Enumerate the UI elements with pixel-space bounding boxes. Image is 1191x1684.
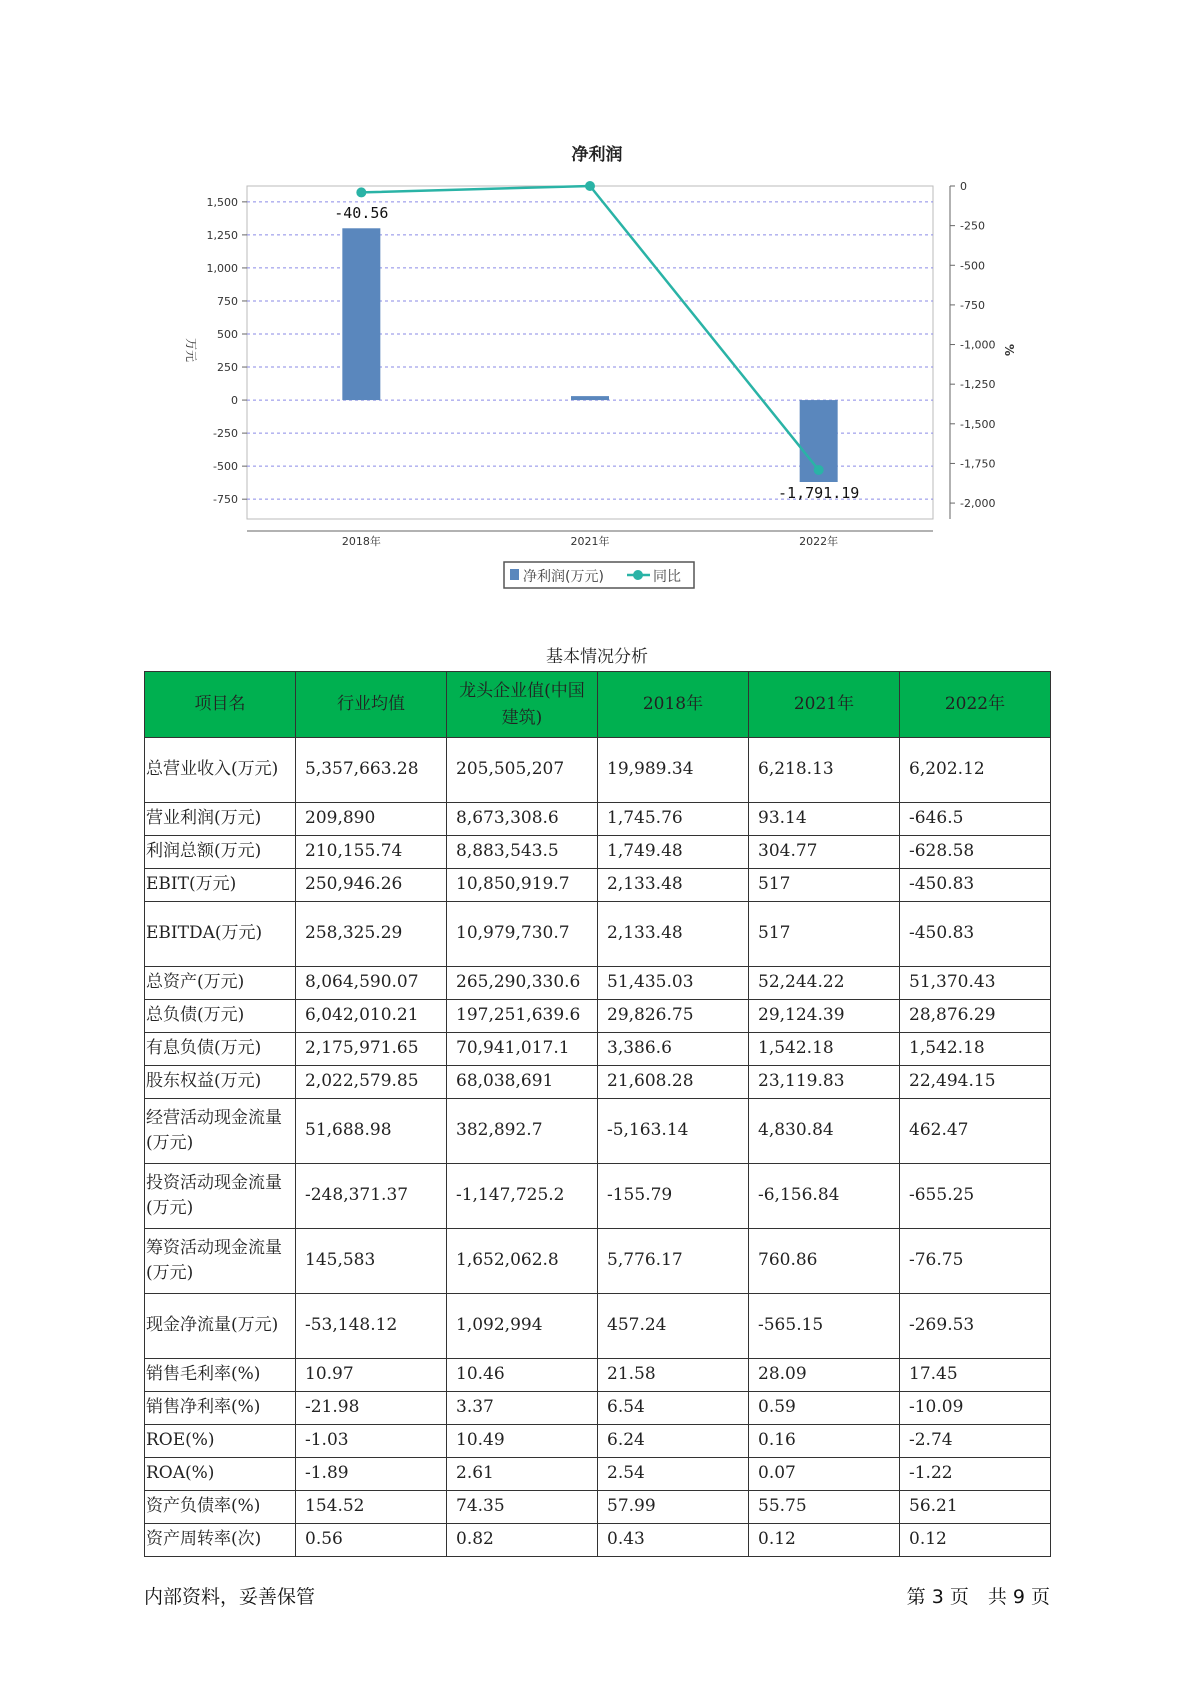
value-cell: 68,038,691 [447, 1066, 598, 1099]
value-cell: 382,892.7 [447, 1099, 598, 1164]
value-cell: 10.49 [447, 1425, 598, 1458]
value-cell: 0.12 [900, 1524, 1051, 1557]
value-cell: 51,435.03 [598, 967, 749, 1000]
value-cell: -5,163.14 [598, 1099, 749, 1164]
value-cell: 0.82 [447, 1524, 598, 1557]
value-cell: -248,371.37 [296, 1164, 447, 1229]
data-label: -1,791.19 [778, 484, 860, 502]
table-row [145, 1229, 1051, 1294]
value-cell: 0.59 [749, 1392, 900, 1425]
value-cell: 205,505,207 [447, 738, 598, 803]
value-cell: -655.25 [900, 1164, 1051, 1229]
value-cell: -450.83 [900, 902, 1051, 967]
value-cell: 51,688.98 [296, 1099, 447, 1164]
value-cell: 6.54 [598, 1392, 749, 1425]
legend-line-label: 同比 [653, 569, 681, 585]
y2-tick-label: -1,500 [960, 417, 996, 431]
value-cell: 5,357,663.28 [296, 738, 447, 803]
basic-analysis-table [144, 671, 1051, 1557]
value-cell: 0.16 [749, 1425, 900, 1458]
data-label: -40.56 [334, 204, 389, 222]
yoy-point [585, 181, 595, 191]
value-cell: 74.35 [447, 1491, 598, 1524]
value-cell: -155.79 [598, 1164, 749, 1229]
value-cell: 1,749.48 [598, 836, 749, 869]
value-cell: 517 [749, 869, 900, 902]
right-axis-title: % [1002, 343, 1016, 357]
yoy-point [814, 465, 824, 475]
yoy-line [361, 186, 818, 470]
row-label-cell: 投资活动现金流量(万元) [145, 1164, 296, 1229]
footer-page-number: 第 3 页 共 9 页 [906, 1586, 1050, 1608]
y-tick-label: 1,500 [206, 195, 238, 209]
value-cell: 457.24 [598, 1294, 749, 1359]
row-label-cell: 经营活动现金流量(万元) [145, 1099, 296, 1164]
value-cell: 258,325.29 [296, 902, 447, 967]
value-cell: 154.52 [296, 1491, 447, 1524]
y2-tick-label: -2,000 [960, 497, 996, 511]
table-body [145, 738, 1051, 1557]
table-row [145, 1425, 1051, 1458]
y2-tick-label: -1,000 [960, 338, 996, 352]
value-cell: 1,542.18 [900, 1033, 1051, 1066]
row-label-cell: 股东权益(万元) [145, 1066, 296, 1099]
table-row [145, 1066, 1051, 1099]
value-cell: 21,608.28 [598, 1066, 749, 1099]
footer-confidential-note: 内部资料，妥善保管 [144, 1586, 316, 1608]
value-cell: 8,673,308.6 [447, 803, 598, 836]
table-row [145, 967, 1051, 1000]
value-cell: 8,883,543.5 [447, 836, 598, 869]
value-cell: -21.98 [296, 1392, 447, 1425]
value-cell: 3,386.6 [598, 1033, 749, 1066]
y-tick-label: 1,250 [206, 228, 238, 242]
value-cell: -1,147,725.2 [447, 1164, 598, 1229]
value-cell: 19,989.34 [598, 738, 749, 803]
value-cell: 2.61 [447, 1458, 598, 1491]
net-profit-chart [0, 0, 1191, 620]
y-tick-label: 1,000 [206, 261, 238, 275]
left-axis-title: 万元 [184, 337, 198, 363]
value-cell: 29,124.39 [749, 1000, 900, 1033]
value-cell: -10.09 [900, 1392, 1051, 1425]
legend-bar-swatch [510, 569, 519, 580]
table-row [145, 1392, 1051, 1425]
value-cell: 52,244.22 [749, 967, 900, 1000]
value-cell: 4,830.84 [749, 1099, 900, 1164]
y-tick-label: -750 [213, 493, 238, 507]
value-cell: 22,494.15 [900, 1066, 1051, 1099]
y-tick-label: 500 [217, 328, 238, 341]
value-cell: 0.56 [296, 1524, 447, 1557]
header-cell: 2018年 [598, 672, 749, 738]
value-cell: 70,941,017.1 [447, 1033, 598, 1066]
header-cell: 2021年 [749, 672, 900, 738]
table-header-row [145, 672, 1051, 738]
y2-tick-label: -500 [960, 259, 985, 273]
row-label-cell: 筹资活动现金流量(万元) [145, 1229, 296, 1294]
y2-tick-label: -750 [960, 298, 985, 312]
table-row [145, 1524, 1051, 1557]
value-cell: 6,202.12 [900, 738, 1051, 803]
value-cell: 0.43 [598, 1524, 749, 1557]
y-tick-label: -500 [213, 460, 238, 474]
chart-legend [504, 562, 694, 588]
value-cell: -2.74 [900, 1425, 1051, 1458]
table-row [145, 803, 1051, 836]
value-cell: 210,155.74 [296, 836, 447, 869]
header-cell: 项目名 [145, 672, 296, 738]
chart-title: 净利润 [571, 145, 623, 165]
value-cell: 21.58 [598, 1359, 749, 1392]
y-tick-label: 0 [231, 394, 238, 408]
value-cell: 23,119.83 [749, 1066, 900, 1099]
value-cell: -646.5 [900, 803, 1051, 836]
table-row [145, 869, 1051, 902]
row-label-cell: 总营业收入(万元) [145, 738, 296, 803]
legend-line-marker [633, 570, 643, 580]
table-caption: 基本情况分析 [546, 647, 648, 667]
row-label-cell: 总负债(万元) [145, 1000, 296, 1033]
table-row [145, 836, 1051, 869]
x-tick-label: 2022年 [799, 535, 839, 548]
row-label-cell: EBIT(万元) [145, 869, 296, 902]
table-row [145, 902, 1051, 967]
value-cell: 17.45 [900, 1359, 1051, 1392]
value-cell: -565.15 [749, 1294, 900, 1359]
row-label-cell: 总资产(万元) [145, 967, 296, 1000]
value-cell: 28.09 [749, 1359, 900, 1392]
value-cell: 10,979,730.7 [447, 902, 598, 967]
y2-tick-label: -250 [960, 219, 985, 233]
row-label-cell: ROE(%) [145, 1425, 296, 1458]
value-cell: 250,946.26 [296, 869, 447, 902]
value-cell: 1,745.76 [598, 803, 749, 836]
value-cell: 2,133.48 [598, 869, 749, 902]
table-row [145, 1000, 1051, 1033]
table-row [145, 1359, 1051, 1392]
legend-bar-label: 净利润(万元) [523, 569, 604, 585]
row-label-cell: 现金净流量(万元) [145, 1294, 296, 1359]
y2-tick-label: -1,750 [960, 457, 996, 471]
value-cell: -1.03 [296, 1425, 447, 1458]
value-cell: -628.58 [900, 836, 1051, 869]
value-cell: 10,850,919.7 [447, 869, 598, 902]
value-cell: 1,652,062.8 [447, 1229, 598, 1294]
header-cell: 龙头企业值(中国建筑) [447, 672, 598, 738]
table-row [145, 738, 1051, 803]
value-cell: 145,583 [296, 1229, 447, 1294]
value-cell: -6,156.84 [749, 1164, 900, 1229]
y-tick-label: -250 [213, 427, 238, 441]
value-cell: 0.07 [749, 1458, 900, 1491]
value-cell: 760.86 [749, 1229, 900, 1294]
value-cell: 93.14 [749, 803, 900, 836]
value-cell: 10.97 [296, 1359, 447, 1392]
value-cell: 517 [749, 902, 900, 967]
value-cell: 6.24 [598, 1425, 749, 1458]
table-row [145, 1491, 1051, 1524]
value-cell: 29,826.75 [598, 1000, 749, 1033]
value-cell: 304.77 [749, 836, 900, 869]
value-cell: 6,042,010.21 [296, 1000, 447, 1033]
row-label-cell: 资产周转率(次) [145, 1524, 296, 1557]
value-cell: 2,022,579.85 [296, 1066, 447, 1099]
value-cell: 265,290,330.6 [447, 967, 598, 1000]
net-profit-bar [342, 228, 380, 400]
value-cell: 209,890 [296, 803, 447, 836]
row-label-cell: 有息负债(万元) [145, 1033, 296, 1066]
value-cell: -53,148.12 [296, 1294, 447, 1359]
row-label-cell: 销售毛利率(%) [145, 1359, 296, 1392]
value-cell: 28,876.29 [900, 1000, 1051, 1033]
header-cell: 行业均值 [296, 672, 447, 738]
value-cell: 57.99 [598, 1491, 749, 1524]
y2-tick-label: -1,250 [960, 378, 996, 392]
value-cell: 462.47 [900, 1099, 1051, 1164]
row-label-cell: ROA(%) [145, 1458, 296, 1491]
value-cell: 1,092,994 [447, 1294, 598, 1359]
value-cell: -76.75 [900, 1229, 1051, 1294]
row-label-cell: 营业利润(万元) [145, 803, 296, 836]
value-cell: 8,064,590.07 [296, 967, 447, 1000]
header-cell: 2022年 [900, 672, 1051, 738]
x-tick-label: 2021年 [570, 535, 610, 548]
y-tick-label: 750 [217, 294, 238, 308]
y-tick-label: 250 [217, 361, 238, 375]
value-cell: 10.46 [447, 1359, 598, 1392]
value-cell: 2,175,971.65 [296, 1033, 447, 1066]
x-tick-label: 2018年 [341, 535, 381, 548]
value-cell: 3.37 [447, 1392, 598, 1425]
yoy-point [356, 187, 366, 197]
row-label-cell: EBITDA(万元) [145, 902, 296, 967]
row-label-cell: 资产负债率(%) [145, 1491, 296, 1524]
value-cell: 2,133.48 [598, 902, 749, 967]
value-cell: 1,542.18 [749, 1033, 900, 1066]
table-row [145, 1164, 1051, 1229]
value-cell: 197,251,639.6 [447, 1000, 598, 1033]
value-cell: -1.22 [900, 1458, 1051, 1491]
table-row [145, 1294, 1051, 1359]
net-profit-bar [571, 396, 609, 400]
value-cell: -269.53 [900, 1294, 1051, 1359]
row-label-cell: 销售净利率(%) [145, 1392, 296, 1425]
value-cell: 2.54 [598, 1458, 749, 1491]
value-cell: 0.12 [749, 1524, 900, 1557]
table-row [145, 1033, 1051, 1066]
table-row [145, 1458, 1051, 1491]
row-label-cell: 利润总额(万元) [145, 836, 296, 869]
value-cell: 55.75 [749, 1491, 900, 1524]
value-cell: 51,370.43 [900, 967, 1051, 1000]
y2-tick-label: 0 [960, 180, 967, 193]
value-cell: 56.21 [900, 1491, 1051, 1524]
plot-area [207, 180, 996, 548]
value-cell: -450.83 [900, 869, 1051, 902]
table-row [145, 1099, 1051, 1164]
value-cell: 5,776.17 [598, 1229, 749, 1294]
value-cell: 6,218.13 [749, 738, 900, 803]
value-cell: -1.89 [296, 1458, 447, 1491]
